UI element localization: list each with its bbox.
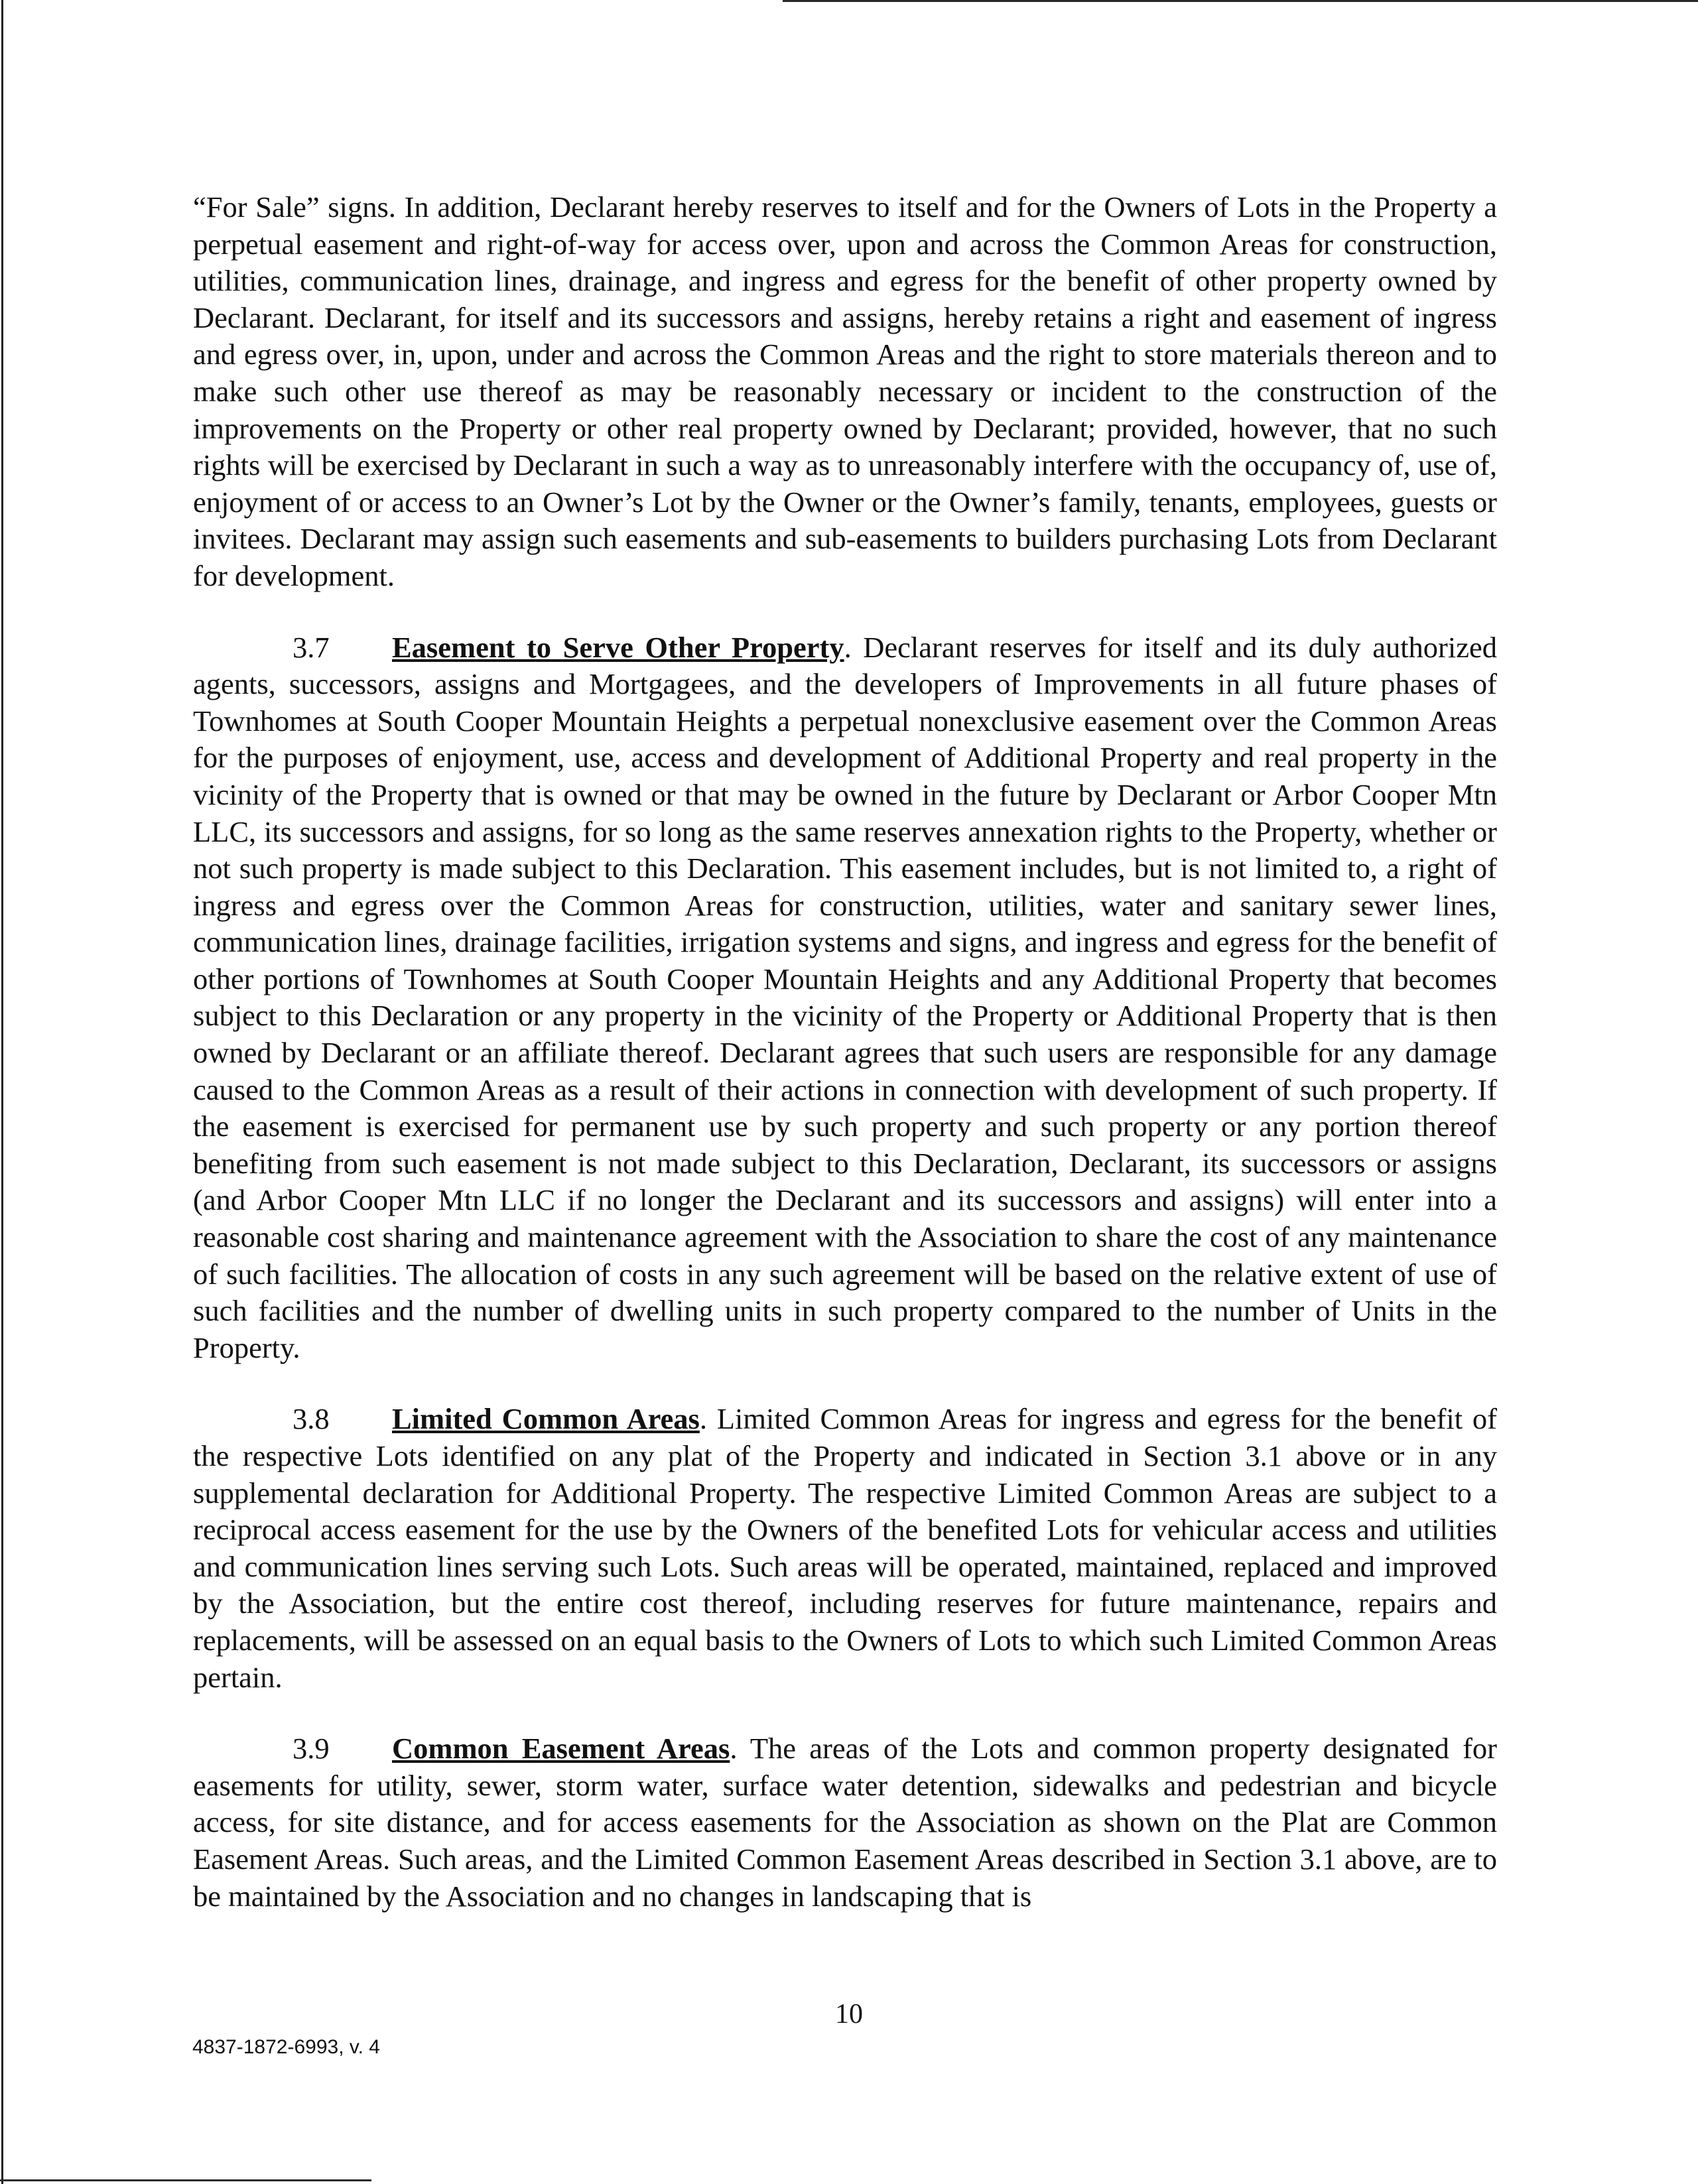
continuation-paragraph: “For Sale” signs. In addition, Declarant hereby reserves to itself and for the Owners of Lots in the Property a perpetual easement and right-of-way for access over, upon and across the Common Areas for construction, utilities, communication lines, drainage, and ingress and egress for the benefit of other property owned by Declarant. Declarant, for itself and its successors and assigns, hereby retains a right and easement of ingress and egress over, in, upon, under and across the Common Areas and the right to store materials thereon and to make such other use thereof as may be reasonably necessary or incident to the construction of the improvements on the Property or other real property owned by Declarant; provided, however, that no such rights will be exercised by Declarant in such a way as to unreasonably interfere with the occupancy of, use of, enjoyment of or access to an Owner’s Lot by the Owner or the Owner’s family, tenants, employees, guests or invitees. Declarant may assign such easements and sub-easements to builders purchasing Lots from Declarant for development. bbox=[193, 190, 1497, 592]
section-number: 3.9 bbox=[293, 1732, 330, 1766]
section-3-8 bbox=[193, 1401, 1497, 1696]
scan-edge-bottom bbox=[0, 2179, 371, 2181]
scan-edge-top bbox=[783, 0, 1698, 2]
section-heading: Easement to Serve Other Property bbox=[392, 630, 844, 664]
section-number: 3.7 bbox=[293, 630, 330, 664]
section-body: . Limited Common Areas for ingress and egress for the benefit of the respective Lots identified on any plat of the Property and indicated in Section 3.1 above or in any supplemental declaration for Additional Property. The respective Limited Common Areas are subject to a reciprocal access easement for the use by the Owners of the benefited Lots for vehicular access and utilities and communication lines serving such Lots. Such areas will be operated, maintained, replaced and improved by the Association, but the entire cost thereof, including reserves for future maintenance, repairs and replacements, will be assessed on an equal basis to the Owners of Lots to which such Limited Common Areas pertain. bbox=[193, 1402, 1497, 1694]
section-heading: Limited Common Areas bbox=[392, 1402, 700, 1436]
document-id: 4837-1872-6993, v. 4 bbox=[192, 2036, 380, 2058]
scan-edge-left bbox=[1, 0, 3, 2184]
page-number: 10 bbox=[835, 1999, 863, 2029]
document-body bbox=[193, 189, 1497, 1949]
section-heading: Common Easement Areas bbox=[392, 1732, 730, 1766]
section-number: 3.8 bbox=[293, 1402, 330, 1436]
section-body: . Declarant reserves for itself and its duly authorized agents, successors, assigns and Mortgagees, and the developers of Improvements in all future phases of Townhomes at South Cooper Mountain Heights a perpetual nonexclusive easement over the Common Areas for the purposes of enjoyment, use, access and development of Additional Property and real property in the vicinity of the Property that is owned or that may be owned in the future by Declarant or Arbor Cooper Mtn LLC, its successors and assigns, for so long as the same reserves annexation rights to the Property, whether or not such property is made subject to this Declaration. This easement includes, but is not limited to, a right of ingress and egress over the Common Areas for construction, utilities, water and sanitary sewer lines, communication lines, drainage facilities, irrigation systems and signs, and ingress and egress for the benefit of other portions of Townhomes at South Cooper Mountain Heights and any Additional Property that becomes subject to this Declaration or any property in the vicinity of the Property or Additional Property that is then owned by Declarant or an affiliate thereof. Declarant agrees that such users are responsible for any damage caused to the Common Areas as a result of their actions in connection with development of such property. If the easement is exercised for permanent use by such property and such property or any portion thereof benefiting from such easement is not made subject to this Declaration, Declarant, its successors or assigns (and Arbor Cooper Mtn LLC if no longer the Declarant and its successors and assigns) will enter into a reasonable cost sharing and maintenance agreement with the Association to share the cost of any maintenance of such facilities. The allocation of costs in any such agreement will be based on the relative extent of use of such facilities and the number of dwelling units in such property compared to the number of Units in the Property. bbox=[193, 630, 1497, 1364]
section-3-9 bbox=[193, 1730, 1497, 1915]
section-body: . The areas of the Lots and common property designated for easements for utility, sewer, storm water, surface water detention, sidewalks and pedestrian and bicycle access, for site distance, and for access easements for the Association as shown on the Plat are Common Easement Areas. Such areas, and the Limited Common Easement Areas described in Section 3.1 above, are to be maintained by the Association and no changes in landscaping that is bbox=[193, 1732, 1497, 1913]
section-3-7 bbox=[193, 629, 1497, 1367]
